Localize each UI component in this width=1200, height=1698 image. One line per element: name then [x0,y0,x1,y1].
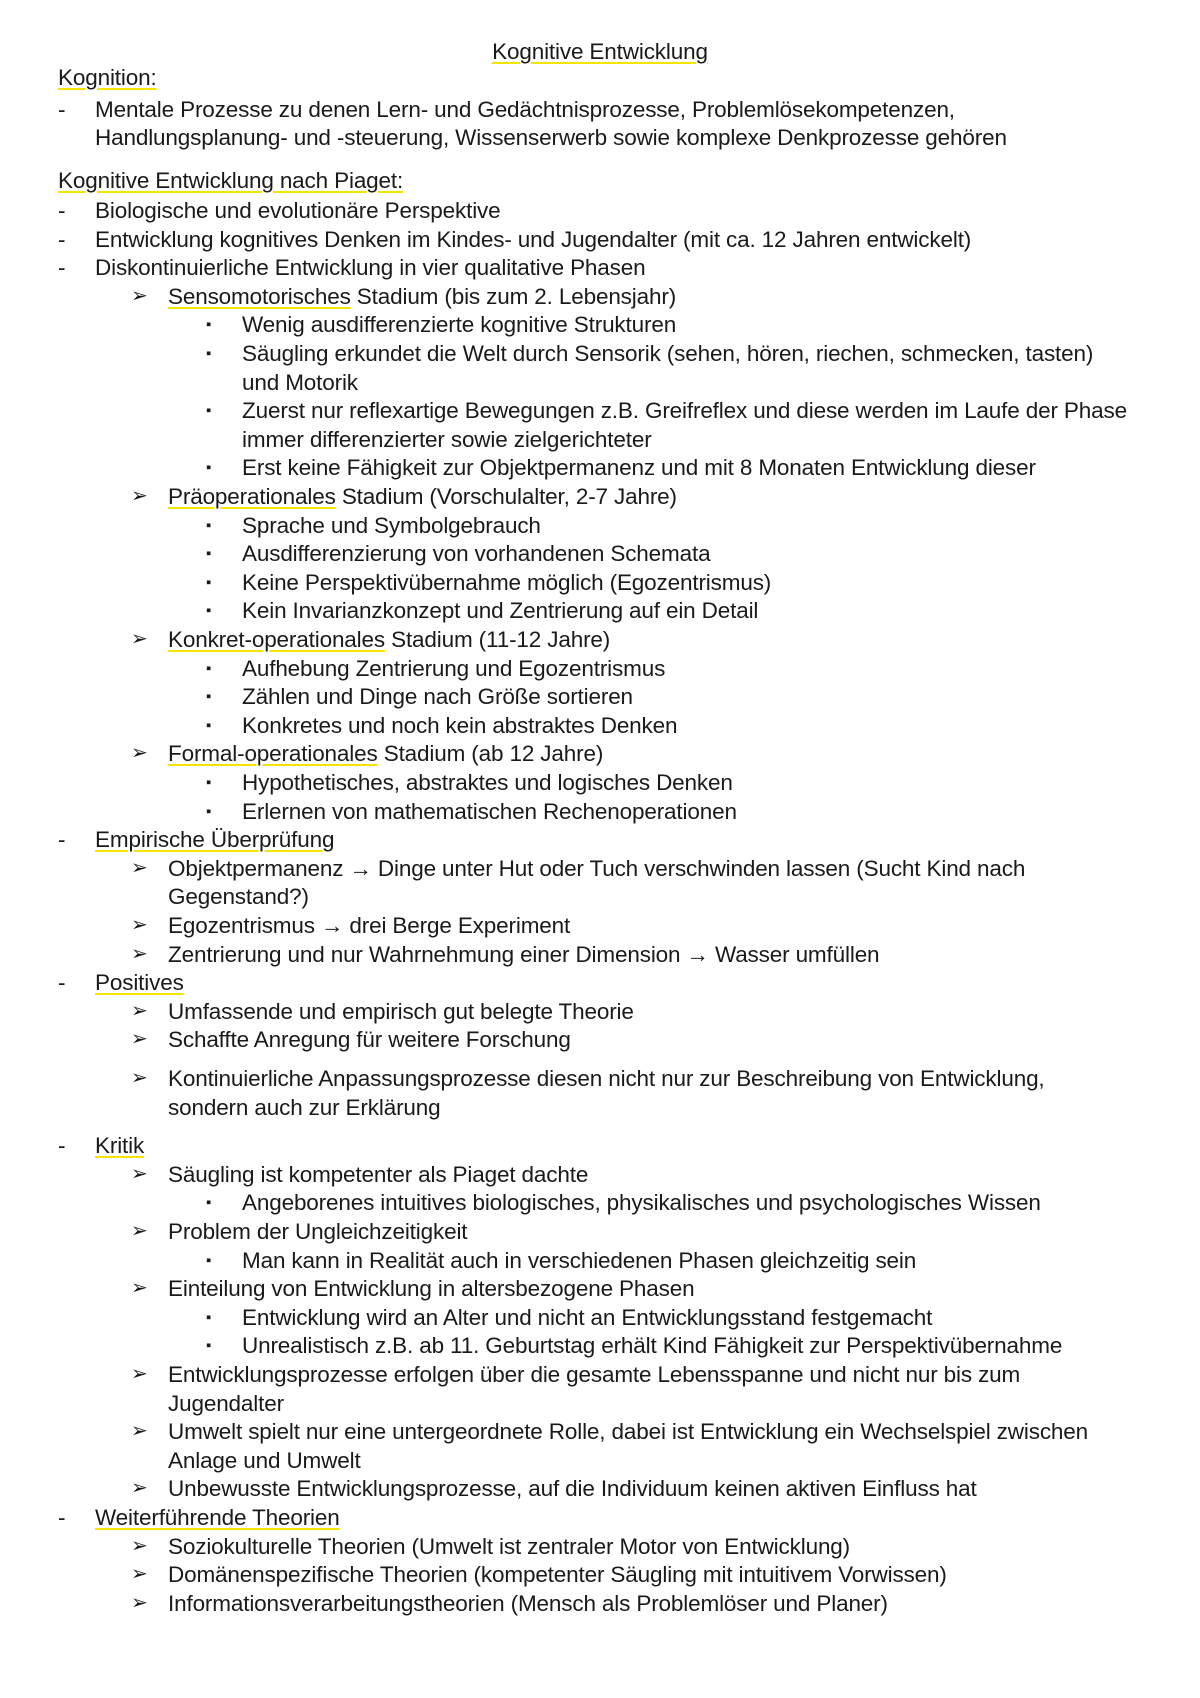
arrow-marker: ➢ [131,1363,148,1385]
positives-item: Schaffte Anregung für weitere Forschung [168,1027,571,1053]
kritik-item: Problem der Ungleichzeitigkeit [168,1219,468,1244]
kritik-item: Anlage und Umwelt [168,1447,361,1473]
kognition-item-line: Handlungsplanung- und -steuerung, Wissenserwerb sowie komplexe Denkprozesse gehören [95,125,1007,150]
stage-point: Zuerst nur reflexartige Bewegungen z.B. Greifreflex und diese werden im Laufe der Phase [242,398,1127,424]
stage-point: Kein Invarianzkonzept und Zentrierung auf ein Detail [242,598,759,624]
dash-marker: - [58,255,66,281]
stage-heading: Formal-operationales Stadium (ab 12 Jahre) [168,741,604,767]
stage-point: Keine Perspektivübernahme möglich (Egozentrismus) [242,569,772,595]
arrow-marker: ➢ [131,742,148,765]
kritik-subitem: Entwicklung wird an Alter und nicht an Entwicklungsstand festgemacht [242,1304,933,1330]
square-marker: ▪ [206,659,212,677]
weiter-item: Informationsverarbeitungstheorien (Mensch als Problemlöser und Planer) [168,1590,888,1616]
kritik-item: Entwicklungsprozesse erfolgen über die gesamte Lebensspanne und nicht nur bis zum [168,1362,1021,1387]
arrow-marker: ➢ [131,1220,148,1242]
dash-marker: - [58,97,66,122]
empirie-item: Objektpermanenz → Dinge unter Hut oder Tuch verschwinden lassen (Sucht Kind nach [168,855,1026,881]
square-marker: ▪ [206,545,212,563]
square-marker: ▪ [206,774,212,791]
empirie-heading: Empirische Überprüfung [95,827,335,853]
stage-heading: Präoperationales Stadium (Vorschulalter, 2-7 Jahre) [168,484,677,509]
square-marker: ▪ [206,1194,212,1212]
kognition-heading: Kognition: [58,65,157,90]
arrow-marker: ➢ [131,1277,148,1300]
square-marker: ▪ [206,802,212,820]
square-marker: ▪ [206,1308,212,1326]
kritik-item: Jugendalter [168,1390,284,1416]
stage-point: Sprache und Symbolgebrauch [242,512,541,538]
weiter-heading: Weiterführende Theorien [95,1505,340,1530]
square-marker: ▪ [206,316,212,334]
stage-heading: Sensomotorisches Stadium (bis zum 2. Lebensjahr) [168,283,677,309]
arrow-marker: ➢ [131,628,148,650]
stage-point: Erst keine Fähigkeit zur Objektpermanenz und mit 8 Monaten Entwicklung dieser [242,455,1036,481]
empirie-item: Egozentrismus → drei Berge Experiment [168,913,571,938]
stage-point: Zählen und Dinge nach Größe sortieren [242,684,633,710]
kognition-item-line: Mentale Prozesse zu denen Lern- und Gedächtnisprozesse, Problemlösekompetenzen, [95,97,955,122]
square-marker: ▪ [206,602,212,620]
square-marker: ▪ [206,459,212,477]
positives-heading: Positives [95,970,184,996]
positives-item: sondern auch zur Erklärung [168,1094,441,1120]
arrow-marker: ➢ [131,914,148,936]
stage-point: Ausdifferenzierung von vorhandenen Schemata [242,541,711,567]
intro-item: Diskontinuierliche Entwicklung in vier qualitative Phasen [95,255,646,281]
square-marker: ▪ [206,516,212,534]
square-marker: ▪ [206,688,212,706]
stage-point: Aufhebung Zentrierung und Egozentrismus [242,655,666,681]
arrow-marker: ➢ [131,1067,148,1089]
positives-item: Kontinuierliche Anpassungsprozesse diesen nicht nur zur Beschreibung von Entwicklung, [168,1066,1045,1091]
kritik-item: Unbewusste Entwicklungsprozesse, auf die Individuum keinen aktiven Einfluss hat [168,1476,977,1502]
positives-item: Umfassende und empirisch gut belegte Theorie [168,998,634,1024]
arrow-marker: ➢ [131,284,148,307]
arrow-marker: ➢ [131,1028,148,1051]
weiter-item: Domänenspezifische Theorien (kompetenter Säugling mit intuitivem Vorwissen) [168,1562,947,1588]
stage-heading: Konkret-operationales Stadium (11-12 Jahre) [168,627,611,652]
intro-item: Entwicklung kognitives Denken im Kindes- und Jugendalter (mit ca. 12 Jahren entwickelt) [95,226,972,252]
dash-marker: - [58,827,66,853]
arrow-marker: ➢ [131,1591,148,1614]
stage-point: Erlernen von mathematischen Rechenoperationen [242,798,737,824]
square-marker: ▪ [206,1251,212,1269]
square-marker: ▪ [206,1337,212,1355]
arrow-marker: ➢ [131,999,148,1022]
piaget-heading: Kognitive Entwicklung nach Piaget: [58,168,404,193]
kritik-item: Umwelt spielt nur eine untergeordnete Rolle, dabei ist Entwicklung ein Wechselspiel zwischen [168,1419,1089,1445]
kritik-subitem: Man kann in Realität auch in verschiedenen Phasen gleichzeitig sein [242,1247,917,1273]
kritik-heading: Kritik [95,1133,145,1159]
dash-marker: - [58,198,66,223]
arrow-marker: ➢ [131,856,148,879]
kritik-item: Einteilung von Entwicklung in altersbezogene Phasen [168,1276,695,1302]
stage-point: Hypothetisches, abstraktes und logisches Denken [242,770,733,795]
dash-marker: - [58,1505,66,1530]
arrow-marker: ➢ [131,1563,148,1586]
dash-marker: - [58,226,66,252]
stage-point: Konkretes und noch kein abstraktes Denken [242,712,678,738]
page-title: Kognitive Entwicklung [492,39,708,64]
arrow-marker: ➢ [131,1162,148,1185]
stage-point: Säugling erkundet die Welt durch Sensorik (sehen, hören, riechen, schmecken, tasten) [242,341,1094,366]
square-marker: ▪ [206,402,212,420]
kritik-item: Säugling ist kompetenter als Piaget dachte [168,1161,589,1187]
kritik-subitem: Angeborenes intuitives biologisches, physikalisches und psychologisches Wissen [242,1190,1041,1216]
square-marker: ▪ [206,573,212,591]
square-marker: ▪ [206,345,212,362]
arrow-marker: ➢ [131,942,148,965]
dash-marker: - [58,970,66,996]
empirie-item: Gegenstand?) [168,884,309,910]
weiter-item: Soziokulturelle Theorien (Umwelt ist zentraler Motor von Entwicklung) [168,1533,851,1559]
intro-item: Biologische und evolutionäre Perspektive [95,198,501,223]
arrow-marker: ➢ [131,1420,148,1443]
arrow-marker: ➢ [131,485,148,507]
arrow-marker: ➢ [131,1477,148,1500]
arrow-marker: ➢ [131,1534,148,1557]
stage-point: und Motorik [242,369,358,395]
kritik-subitem: Unrealistisch z.B. ab 11. Geburtstag erhält Kind Fähigkeit zur Perspektivübernahme [242,1333,1063,1359]
empirie-item: Zentrierung und nur Wahrnehmung einer Dimension → Wasser umfüllen [168,941,880,967]
dash-marker: - [58,1133,66,1159]
square-marker: ▪ [206,716,212,734]
stage-point: Wenig ausdifferenzierte kognitive Strukturen [242,312,677,338]
stage-point: immer differenzierter sowie zielgerichteter [242,426,652,452]
